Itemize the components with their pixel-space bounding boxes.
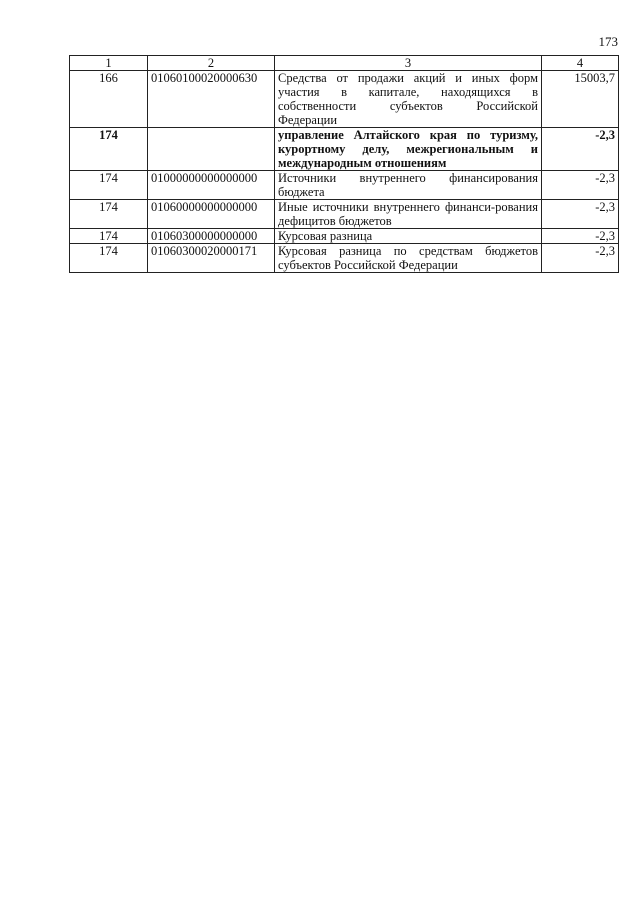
source-code-cell: 01060300020000171 [148,244,275,273]
admin-code-cell: 174 [70,229,148,244]
amount-cell: -2,3 [542,244,619,273]
description-cell: Курсовая разница [275,229,542,244]
amount-cell: -2,3 [542,128,619,171]
amount-cell: 15003,7 [542,71,619,128]
source-code-cell [148,128,275,171]
source-code-cell: 01060100020000630 [148,71,275,128]
table-row [70,71,619,128]
admin-code-cell: 166 [70,71,148,128]
description-cell: Иные источники внутреннего финанси-рования дефицитов бюджетов [275,200,542,229]
table-header-row [70,56,619,71]
amount-cell: -2,3 [542,171,619,200]
description-cell: Источники внутреннего финансирования бюджета [275,171,542,200]
admin-code-cell: 174 [70,171,148,200]
admin-code-cell: 174 [70,244,148,273]
description-cell: Курсовая разница по средствам бюджетов субъектов Российской Федерации [275,244,542,273]
admin-code-cell: 174 [70,200,148,229]
table-row [70,244,619,273]
header-col-2: 2 [148,56,275,71]
description-cell: Средства от продажи акций и иных форм участия в капитале, находящихся в собственности субъектов Российской Федерации [275,71,542,128]
amount-cell: -2,3 [542,229,619,244]
table-row [70,229,619,244]
source-code-cell: 01060000000000000 [148,200,275,229]
amount-cell: -2,3 [542,200,619,229]
source-code-cell: 01000000000000000 [148,171,275,200]
header-col-4: 4 [542,56,619,71]
description-cell: управление Алтайского края по туризму, курортному делу, межрегиональным и международным отношениям [275,128,542,171]
source-code-cell: 01060300000000000 [148,229,275,244]
header-col-3: 3 [275,56,542,71]
admin-code-cell: 174 [70,128,148,171]
page-number: 173 [598,34,618,49]
table-row [70,128,619,171]
table-row [70,200,619,229]
budget-sources-table [69,55,619,273]
header-col-1: 1 [70,56,148,71]
table-row [70,171,619,200]
